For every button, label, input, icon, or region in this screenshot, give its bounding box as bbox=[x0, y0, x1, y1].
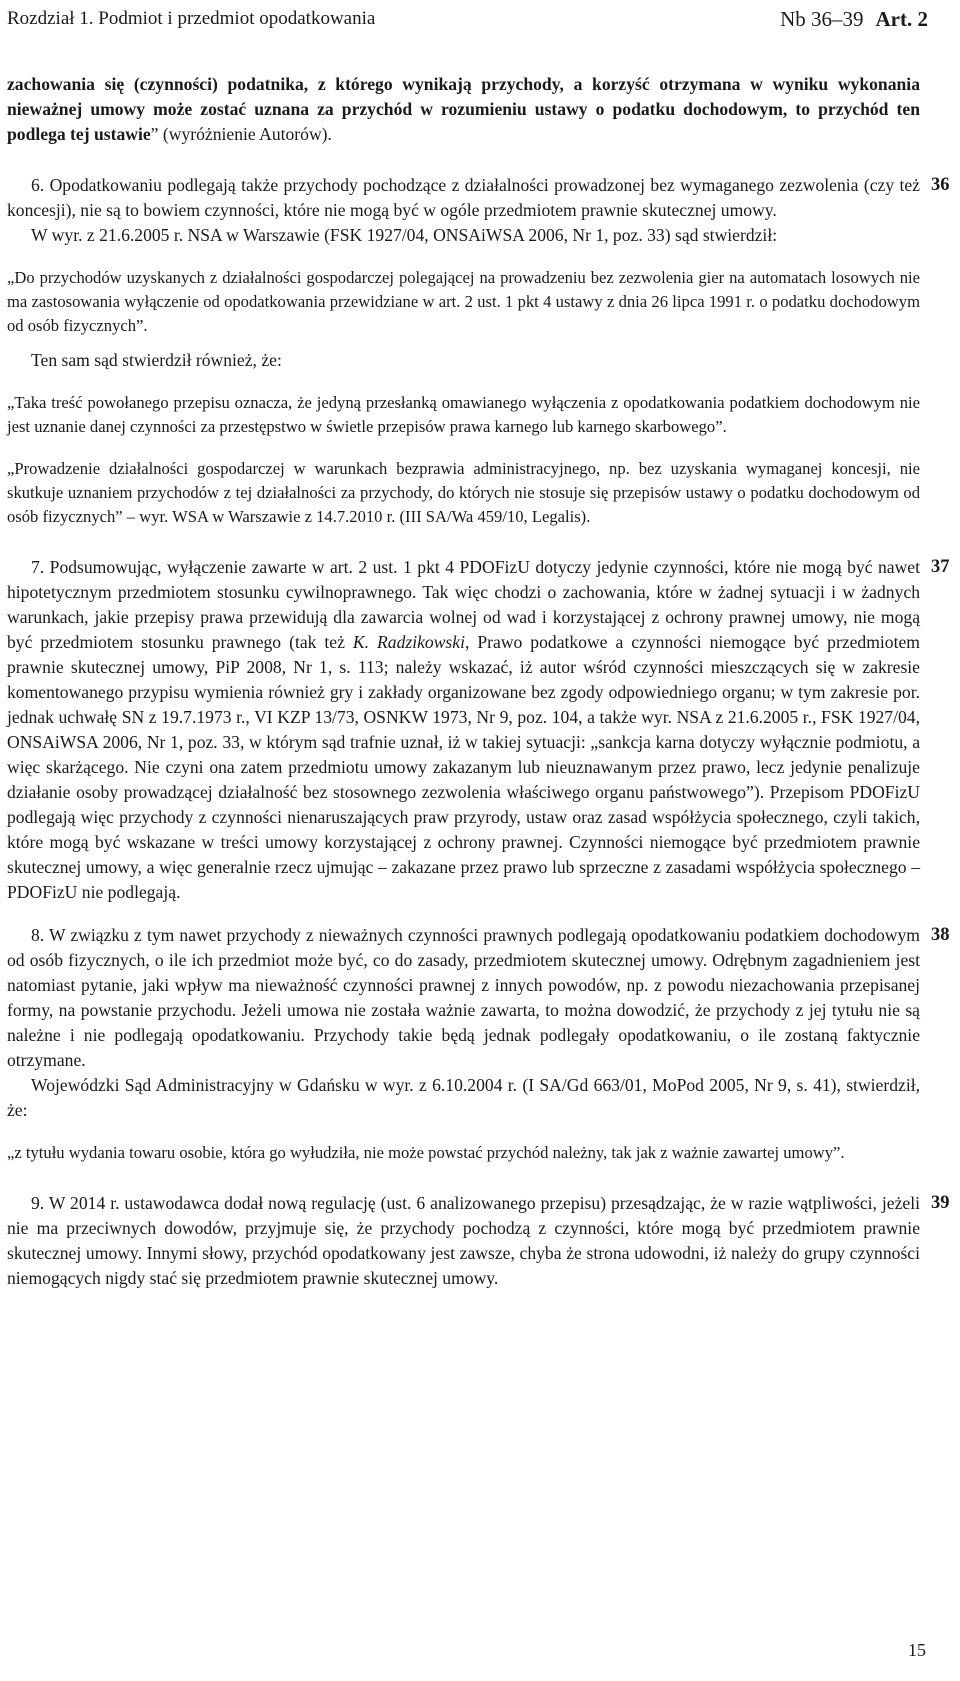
paragraph-text: Ten sam sąd stwierdził również, że: bbox=[31, 350, 282, 370]
section-9 bbox=[7, 1191, 950, 1291]
court-quote: „z tytułu wydania towaru osobie, która go wyłudziła, nie może powstać przychód należny, tak jak z ważnie zawartej umowy”. bbox=[7, 1143, 845, 1162]
marginal-number-range: Nb 36–39 bbox=[780, 7, 864, 31]
intro-paragraph bbox=[7, 72, 920, 147]
article-reference: Art. 2 bbox=[875, 7, 928, 31]
section-6 bbox=[7, 173, 950, 529]
chapter-title: Rozdział 1. Podmiot i przedmiot opodatkowania bbox=[7, 8, 376, 29]
paragraph-text: 9. W 2014 r. ustawodawca dodał nową regulację (ust. 6 analizowanego przepisu) przesądzając, że w razie wątpliwości, jeżeli nie ma przeciwnych dowodów, przyjmuje się, że przychody pochodzą z czynności, które mogą być przedmiotem prawnie skutecznej umowy. Innymi słowy, przychód opodatkowany jest zawsze, chyba że strona udowodni, iż należy do grupy czynności niemogących nigdy stać się przedmiotem prawnie skutecznej umowy. bbox=[7, 1193, 920, 1288]
running-header bbox=[7, 2, 928, 36]
court-quote: „Do przychodów uzyskanych z działalności gospodarczej polegającej na prowadzeniu bez zezwolenia gier na automatach losowych nie ma zastosowania wyłączenie od opodatkowania przewidziane w art. 2 ust. 1 pkt 4 ustawy z dnia 26 lipca 1991 r. o podatku dochodowym od osób fizycznych”. bbox=[7, 268, 920, 335]
intro-note: ” (wyróżnienie Autorów). bbox=[150, 124, 332, 144]
page-number: 15 bbox=[908, 1640, 926, 1660]
marginal-number: 37 bbox=[931, 557, 950, 577]
paragraph-text-part: 7. Podsumowując, wyłączenie zawarte w art. 2 ust. 1 pkt 4 PDOFizU dotyczy jedynie czynności, które nie mogą być nawet hipotetycznym przedmiotem stosunku cywilnoprawnego. Tak więc chodzi o zachowania, które w żadnej sytuacji i w żadnych warunkach, jakie przepisy prawa przewidują dla zawarcia wolnej od wad i korzystającej z ochrony prawnej umowy, nie mogą być przedmiotem stosunku prawnego (tak też bbox=[7, 557, 920, 652]
marginal-number: 39 bbox=[931, 1193, 950, 1213]
court-quote: „Prowadzenie działalności gospodarczej w warunkach bezprawia administracyjnego, np. bez uzyskania wymaganej koncesji, nie skutkuje uznaniem przychodów z tej działalności za przychody, do których nie stosuje się przepisów ustawy o podatku dochodowym od osób fizycznych” – wyr. WSA w Warszawie z 14.7.2010 r. (III SA/Wa 459/10, Legalis). bbox=[7, 459, 920, 526]
paragraph-text bbox=[7, 555, 920, 905]
marginal-number: 38 bbox=[931, 925, 950, 945]
section-8 bbox=[7, 923, 950, 1165]
section-7 bbox=[7, 555, 950, 905]
paragraph-text: 6. Opodatkowaniu podlegają także przychody pochodzące z działalności prowadzonej bez wymaganego zezwolenia (czy też koncesji), nie są to bowiem czynności, które nie mogą być w ogóle przedmiotem prawnie skutecznej umowy. bbox=[7, 175, 920, 220]
intro-bold-text: zachowania się (czynności) podatnika, z którego wynikają przychody, a korzyść otrzymana w wyniku wykonania nieważnej umowy może zostać uznana za przychód w rozumieniu ustawy o podatku dochodowym, to przychód ten podlega tej ustawie bbox=[7, 74, 920, 144]
paragraph-text: W wyr. z 21.6.2005 r. NSA w Warszawie (FSK 1927/04, ONSAiWSA 2006, Nr 1, poz. 33) sąd stwierdził: bbox=[31, 225, 778, 245]
header-reference bbox=[780, 2, 928, 36]
court-quote: „Taka treść powołanego przepisu oznacza, że jedyną przesłanką omawianego wyłączenia z opodatkowania podatkiem dochodowym nie jest uznanie danej czynności za przestępstwo w świetle przepisów prawa karnego lub karnego skarbowego”. bbox=[7, 393, 920, 436]
paragraph-text-part: , Prawo podatkowe a czynności niemogące być przedmiotem prawnie skutecznej umowy, PiP 2008, Nr 1, s. 113; należy wskazać, iż autor wśród czynności mieszczących się w zakresie komentowanego przypisu wymienia również gry i zakłady organizowane bez zgody odpowiedniego organu; w tym zakresie por. jednak uchwałę SN z 19.7.1973 r., VI KZP 13/73, OSNKW 1973, Nr 9, poz. 104, a także wyr. NSA z 21.6.2005 r., FSK 1927/04, ONSAiWSA 2006, Nr 1, poz. 33, w którym sąd trafnie uznał, iż w takiej sytuacji: „sankcja karna dotyczy wyłącznie podmiotu, a więc skarżącego. Nie czyni ona zatem przedmiotu umowy zakazanym lub nieuznawanym przez prawo, lecz jedynie penalizuje działanie osoby prowadzącej działalność bez stosownego zezwolenia właściwego organu państwowego”). Przepisom PDOFizU podlegają więc przychody z czynności nienaruszających praw przyrody, ustaw oraz zasad współżycia społecznego, czyli takich, które mogą być wskazane w treści umowy korzystającej z ochrony prawnej. Czynności niemogące być przedmiotem prawnie skutecznej umowy, a więc generalnie rzecz ujmując – zakazane przez prawo lub sprzeczne z zasadami współżycia społecznego – PDOFizU nie podlegają. bbox=[7, 632, 920, 902]
paragraph-text: 8. W związku z tym nawet przychody z nieważnych czynności prawnych podlegają opodatkowaniu podatkiem dochodowym od osób fizycznych, o ile ich przedmiot może być, co do zasady, przedmiotem skutecznej umowy. Odrębnym zagadnieniem jest natomiast pytanie, jaki wpływ ma nieważność czynności prawnej z innych powodów, np. z powodu niezachowania przepisanej formy, na powstanie przychodu. Jeżeli umowa nie została ważnie zawarta, to można dowodzić, że przychody z jej tytułu nie są należne i nie podlegają opodatkowaniu. Przychody takie będą jednak podlegały opodatkowaniu, o ile zostaną faktycznie otrzymane. bbox=[7, 925, 920, 1070]
paragraph-text: Wojewódzki Sąd Administracyjny w Gdańsku w wyr. z 6.10.2004 r. (I SA/Gd 663/01, MoPod 2005, Nr 9, s. 41), stwierdził, że: bbox=[7, 1075, 920, 1120]
author-name: K. Radzikowski bbox=[352, 632, 465, 652]
marginal-number: 36 bbox=[931, 175, 950, 195]
page-body bbox=[7, 72, 950, 1291]
